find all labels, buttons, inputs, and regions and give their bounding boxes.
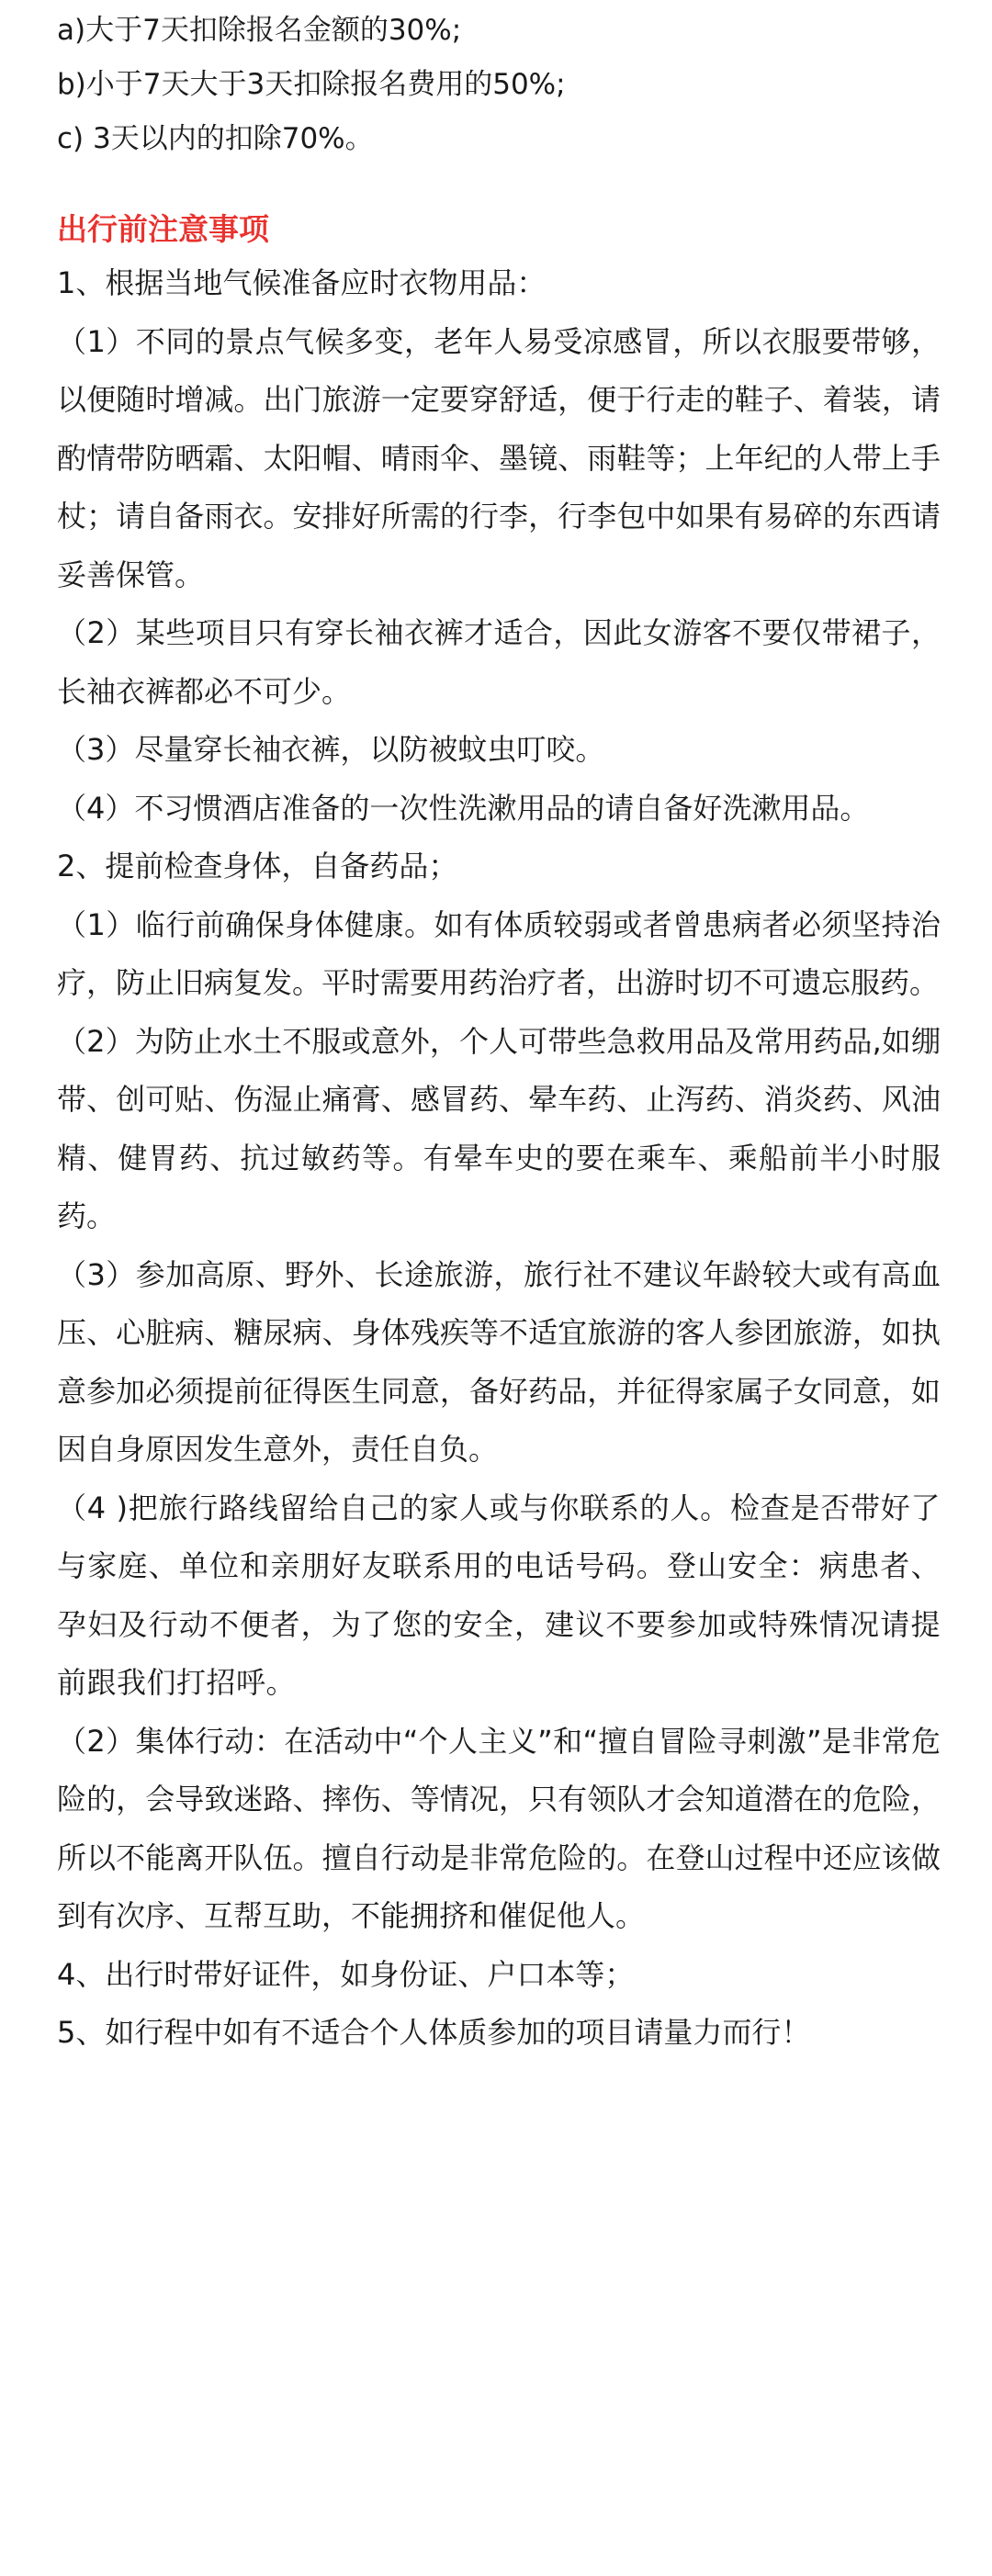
item-2-sub-1: （1）临行前确保身体健康。如有体质较弱或者曾患病者必须坚持治疗，防止旧病复发。平时需要用药治疗者，出游时切不可遗忘服药。 — [57, 906, 941, 1000]
group-action-paragraph: （2）集体行动：在活动中“个人主义”和“擅自冒险寻刺激”是非常危险的，会导致迷路、摔伤、等情况，只有领队才会知道潜在的危险，所以不能离开队伍。擅自行动是非常危险的。在登山过程中还应该做到有次序、互帮互助，不能拥挤和催促他人。 — [57, 1723, 941, 1933]
item-1-sub-4: （4）不习惯酒店准备的一次性洗漱用品的请自备好洗漱用品。 — [57, 790, 870, 826]
item-1-sub-1: （1）不同的景点气候多变，老年人易受凉感冒，所以衣服要带够，以便随时增减。出门旅游一定要穿舒适，便于行走的鞋子、着装，请酌情带防晒霜、太阳帽、晴雨伞、墨镜、雨鞋等；上年纪的人带上手杖；请自备雨衣。安排好所需的行李，行李包中如果有易碎的东西请妥善保管。 — [57, 323, 941, 592]
item-2-sub-3: （3）参加高原、野外、长途旅游，旅行社不建议年龄较大或有高血压、心脏病、糖尿病、身体残疾等不适宜旅游的客人参团旅游，如执意参加必须提前征得医生同意，备好药品，并征得家属子女同意，如因自身原因发生意外，责任自负。 — [57, 1256, 941, 1467]
fee-rule-a: a)大于7天扣除报名金额的30%; — [57, 14, 462, 47]
item-2-health-heading: 2、提前检查身体，自备药品； — [57, 849, 458, 883]
refund-fee-list — [57, 0, 941, 166]
precautions-content — [57, 254, 941, 2063]
item-5-capability: 5、如行程中如有不适合个人体质参加的项目请量力而行！ — [57, 2015, 811, 2050]
item-1-sub-3: （3）尽量穿长袖衣裤，以防被蚊虫叮咬。 — [57, 732, 605, 767]
item-2-sub-2: （2）为防止水土不服或意外，个人可带些急救用品及常用药品,如绷带、创可贴、伤湿止痛膏、感冒药、晕车药、止泻药、消炎药、风油精、健胃药、抗过敏药等。有晕车史的要在乘车、乘船前半小时服药。 — [57, 1023, 941, 1233]
section-title: 出行前注意事项 — [57, 211, 269, 247]
item-1-clothing-heading: 1、根据当地气候准备应时衣物用品： — [57, 265, 547, 300]
item-1-sub-2: （2）某些项目只有穿长袖衣裤才适合，因此女游客不要仅带裙子，长袖衣裤都必不可少。 — [57, 615, 941, 709]
item-4-documents: 4、出行时带好证件，如身份证、户口本等； — [57, 1956, 635, 1992]
item-2-sub-4: （4 )把旅行路线留给自己的家人或与你联系的人。检查是否带好了与家庭、单位和亲朋好友联系用的电话号码。登山安全：病患者、孕妇及行动不便者，为了您的安全，建议不要参加或特殊情况请提前跟我们打招呼。 — [57, 1490, 941, 1700]
fee-rule-b: b)小于7天大于3天扣除报名费用的50%; — [57, 68, 566, 101]
fee-rule-c: c) 3天以内的扣除70%。 — [57, 122, 374, 155]
